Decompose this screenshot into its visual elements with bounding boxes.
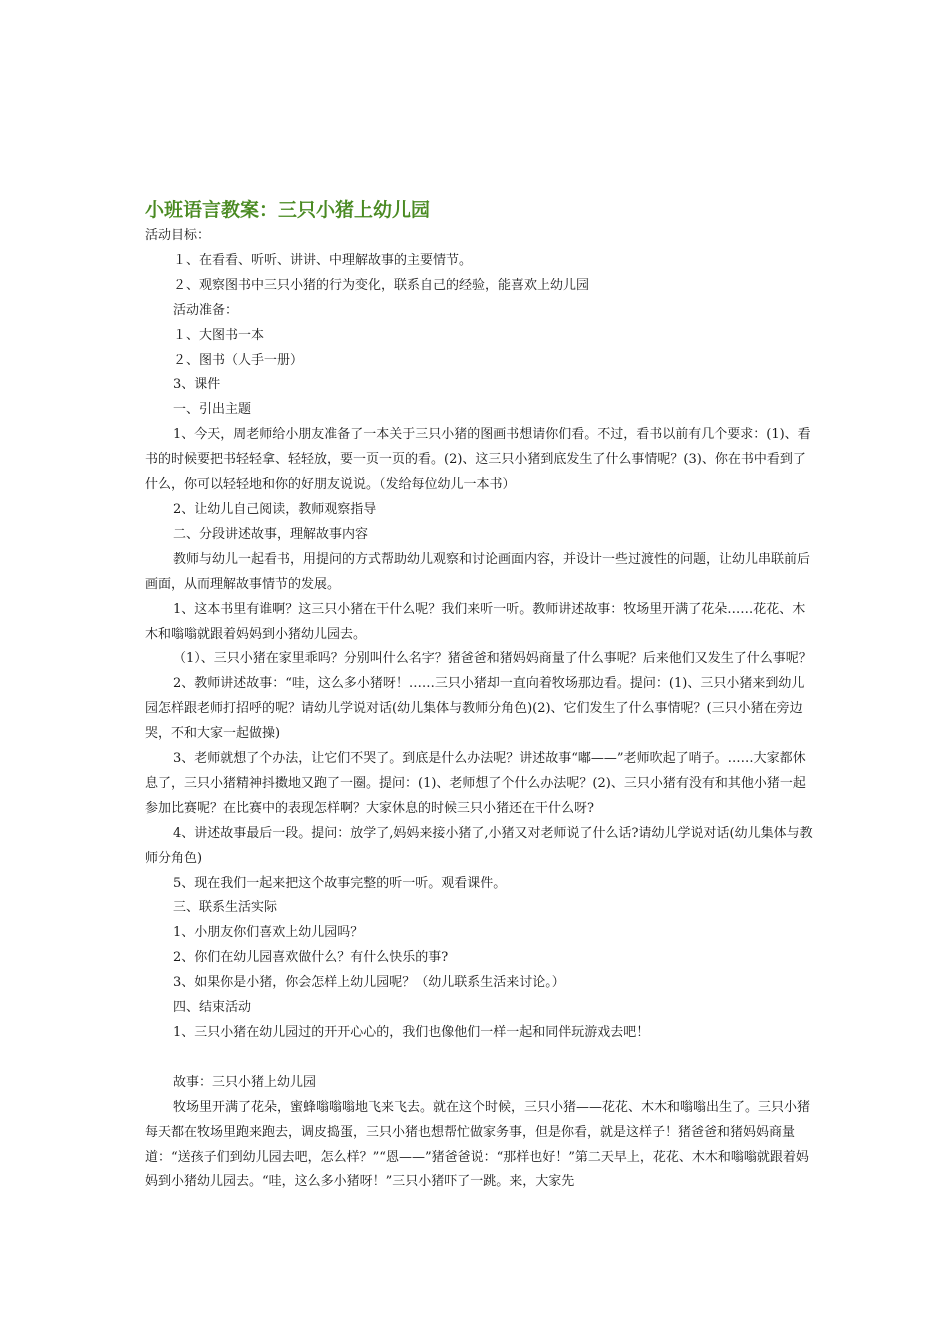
paragraph: 3、如果你是小猪，你会怎样上幼儿园呢？（幼儿联系生活来讨论。） — [173, 975, 565, 991]
paragraph: 5、现在我们一起来把这个故事完整的听一听。观看课件。 — [173, 875, 507, 891]
paragraph: ２、观察图书中三只小猪的行为变化，联系自己的经验，能喜欢上幼儿园 — [173, 277, 590, 293]
paragraph: 2、让幼儿自己阅读，教师观察指导 — [173, 501, 377, 517]
paragraph: 1、这本书里有谁啊？这三只小猪在干什么呢？我们来听一听。教师讲述故事：牧场里开满了花朵……花花、木木和嗡嗡就跟着妈妈到小猪幼儿园去。 — [145, 601, 806, 642]
paragraph: ２、图书（人手一册） — [173, 352, 304, 368]
paragraph: 3、老师就想了个办法，让它们不哭了。到底是什么办法呢？讲述故事“嘟——”老师吹起了哨子。……大家都休息了，三只小猪精神抖擞地又跑了一圈。提问：(1)、老师想了个什么办法呢？(2)、三只小猪有没有和其他小猪一起参加比赛呢？在比赛中的表现怎样啊？大家休息的时候三只小猪还在干什么呀? — [145, 751, 806, 816]
paragraph: 牧场里开满了花朵，蜜蜂嗡嗡嗡地飞来飞去。就在这个时候，三只小猪——花花、木木和嗡嗡出生了。三只小猪每天都在牧场里跑来跑去，调皮捣蛋，三只小猪也想帮忙做家务事，但是你看，就是这样子！猪爸爸和猪妈妈商量道：“送孩子们到幼儿园去吧，怎么样？”“恩——”猪爸爸说：“那样也好！”第二天早上，花花、木木和嗡嗡就跟着妈妈到小猪幼儿园去。“哇，这么多小猪呀！”三只小猪吓了一跳。来，大家先 — [145, 1099, 811, 1190]
paragraph: 教师与幼儿一起看书，用提问的方式帮助幼儿观察和讨论画面内容，并设计一些过渡性的问题，让幼儿串联前后画面，从而理解故事情节的发展。 — [145, 551, 811, 592]
document-title: 小班语言教案：三只小猪上幼儿园 — [145, 199, 431, 221]
paragraph: 1、三只小猪在幼儿园过的开开心心的，我们也像他们一样一起和同伴玩游戏去吧！ — [173, 1025, 650, 1040]
document-page — [145, 196, 815, 1195]
paragraph: 一、引出主题 — [173, 402, 252, 418]
paragraph: 2、你们在幼儿园喜欢做什么？有什么快乐的事? — [173, 950, 449, 966]
paragraph: 4、讲述故事最后一段。提问：放学了,妈妈来接小猪了,小猪又对老师说了什么话?请幼儿学说对话(幼儿集体与教师分角色) — [145, 825, 813, 866]
paragraph: 三、联系生活实际 — [173, 900, 278, 916]
paragraph: 四、结束活动 — [173, 1000, 252, 1016]
blank-line — [145, 1046, 815, 1071]
paragraph: 1、小朋友你们喜欢上幼儿园吗？ — [173, 925, 364, 941]
paragraph: 二、分段讲述故事，理解故事内容 — [173, 526, 369, 542]
paragraph: （1）、三只小猪在家里乖吗？分别叫什么名字？猪爸爸和猪妈妈商量了什么事呢？后来他们又发生了什么事呢？ — [173, 651, 812, 667]
paragraph: 3、课件 — [173, 377, 221, 393]
paragraph: １、在看看、听听、讲讲、中理解故事的主要情节。 — [173, 252, 473, 268]
paragraph: １、大图书一本 — [173, 327, 265, 343]
document-body — [145, 224, 815, 1195]
paragraph: 2、教师讲述故事：“哇，这么多小猪呀！……三只小猪却一直向着牧场那边看。提问：(1)、三只小猪来到幼儿园怎样跟老师打招呼的呢？请幼儿学说对话(幼儿集体与教师分角色)(2)、它们发生了什么事情呢？(三只小猪在旁边哭，不和大家一起做操) — [145, 676, 805, 742]
paragraph: 活动准备： — [173, 302, 239, 318]
paragraph: 活动目标： — [145, 228, 211, 243]
paragraph: 1、今天，周老师给小朋友准备了一本关于三只小猪的图画书想请你们看。不过，看书以前有几个要求：(1)、看书的时候要把书轻轻拿、轻轻放，要一页一页的看。(2)、这三只小猪到底发生了什么事情呢？(3)、你在书中看到了什么，你可以轻轻地和你的好朋友说说。（发给每位幼儿一本书） — [145, 427, 811, 493]
paragraph: 故事：三只小猪上幼儿园 — [173, 1074, 317, 1090]
